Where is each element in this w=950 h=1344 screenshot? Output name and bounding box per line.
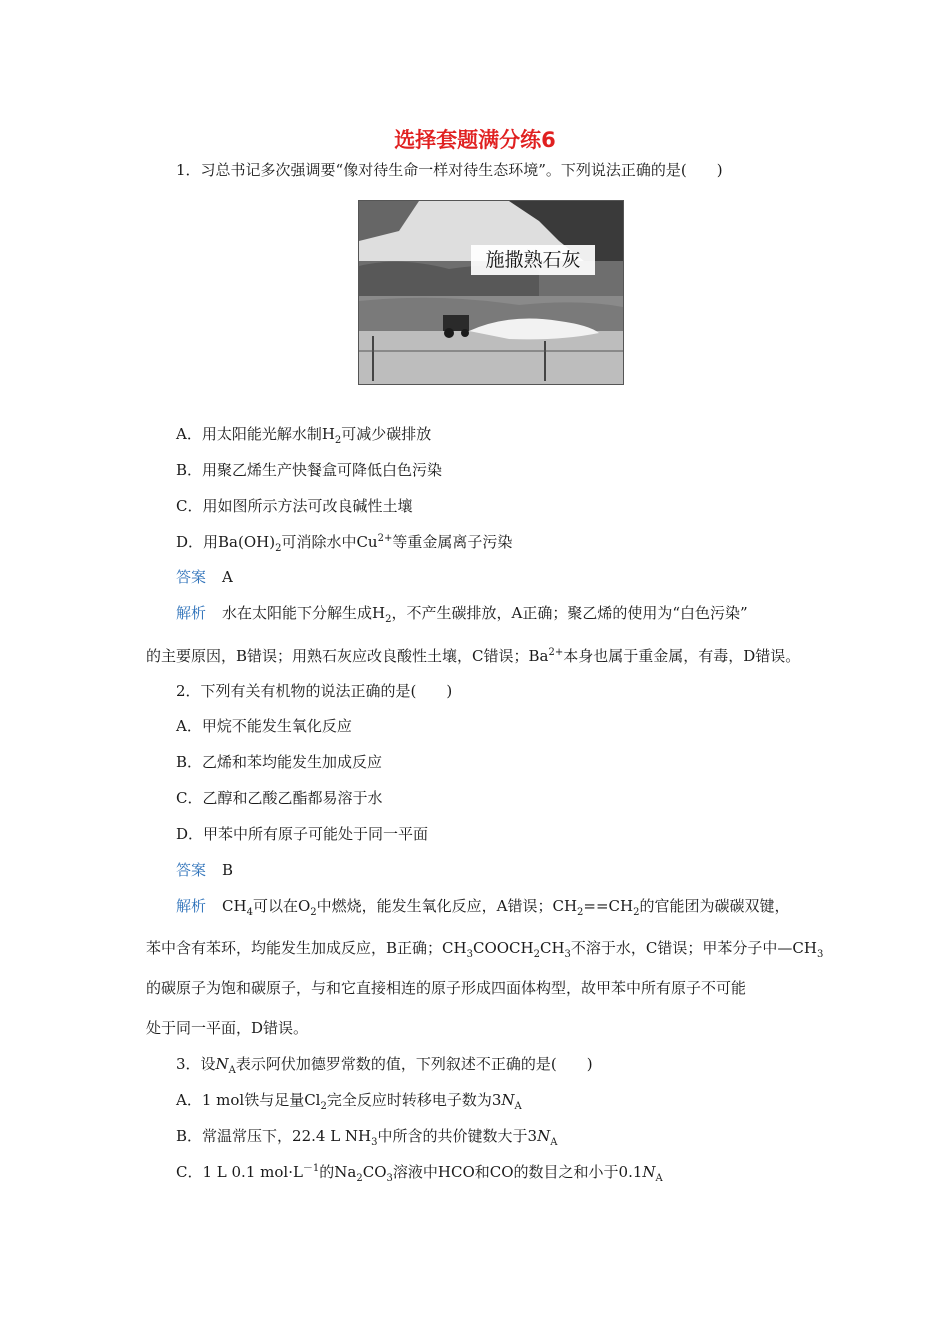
answer-label: 答案 (176, 568, 207, 586)
q1-analysis-line-1: 解析 水在太阳能下分解生成$H_2$，不产生碳排放，A正确；聚乙烯的使用为“白色污染” (176, 604, 748, 625)
page-title: 选择套题满分练6 (394, 128, 556, 152)
q1-analysis-line-2: 的主要原因，B错误；用熟石灰应改良酸性土壤，C错误；$Ba^{2+}$本身也属于重金属，有毒，D错误。 (146, 647, 801, 665)
field-photo-illustration (359, 201, 623, 384)
q3-stem: 3．设$N_A$表示阿伏加德罗常数的值，下列叙述不正确的是( ) (176, 1055, 593, 1076)
q3-option-c: C．1 L 0.1 $mol\cdot L^{-1}$的$Na_2CO_3$溶液中HCO和CO的数目之和小于$0.1N_A$ (176, 1163, 663, 1184)
q2-analysis-line-4: 处于同一平面，D错误。 (146, 1019, 309, 1037)
q2-analysis-line-1: 解析 $CH_4$可以在$O_2$中燃烧，能发生氧化反应，A错误；$CH_2==CH_2$的官能团为碳碳双键， (176, 897, 790, 918)
q1-stem: 1．习总书记多次强调要“像对待生命一样对待生态环境”。下列说法正确的是( ) (176, 161, 723, 179)
q2-analysis-line-2: 苯中含有苯环，均能发生加成反应，B正确；$CH_3COOCH_2CH_3$不溶于水，C错误；甲苯分子中$—CH_3$ (146, 939, 824, 960)
analysis-label: 解析 (176, 897, 207, 915)
q1-answer: 答案 A (176, 568, 233, 586)
q2-option-a: A．甲烷不能发生氧化反应 (176, 717, 352, 735)
q3-option-a: A．1 mol铁与足量$Cl_2$完全反应时转移电子数为$3N_A$ (176, 1091, 522, 1112)
q1-option-d: D．用$Ba(OH)_2$可消除水中$Cu^{2+}$等重金属离子污染 (176, 533, 513, 554)
q2-option-d: D．甲苯中所有原子可能处于同一平面 (176, 825, 429, 843)
analysis-label: 解析 (176, 604, 207, 622)
q2-analysis-line-3: 的碳原子为饱和碳原子，与和它直接相连的原子形成四面体构型，故甲苯中所有原子不可能 (146, 979, 747, 997)
photo-caption: 施撒熟石灰 (471, 245, 595, 275)
q3-option-b: B．常温常压下，22.4 L $NH_3$中所含的共价键数大于$3N_A$ (176, 1127, 558, 1148)
q1-option-c: C．用如图所示方法可改良碱性土壤 (176, 497, 413, 515)
q2-option-c: C．乙醇和乙酸乙酯都易溶于水 (176, 789, 383, 807)
question-photo (358, 200, 624, 385)
q1-option-a: A．用太阳能光解水制$H_2$可减少碳排放 (176, 425, 432, 446)
q2-answer: 答案 B (176, 861, 234, 879)
q2-option-b: B．乙烯和苯均能发生加成反应 (176, 753, 383, 771)
q1-option-b: B．用聚乙烯生产快餐盒可降低白色污染 (176, 461, 443, 479)
q2-stem: 2．下列有关有机物的说法正确的是( ) (176, 682, 453, 700)
answer-label: 答案 (176, 861, 207, 879)
